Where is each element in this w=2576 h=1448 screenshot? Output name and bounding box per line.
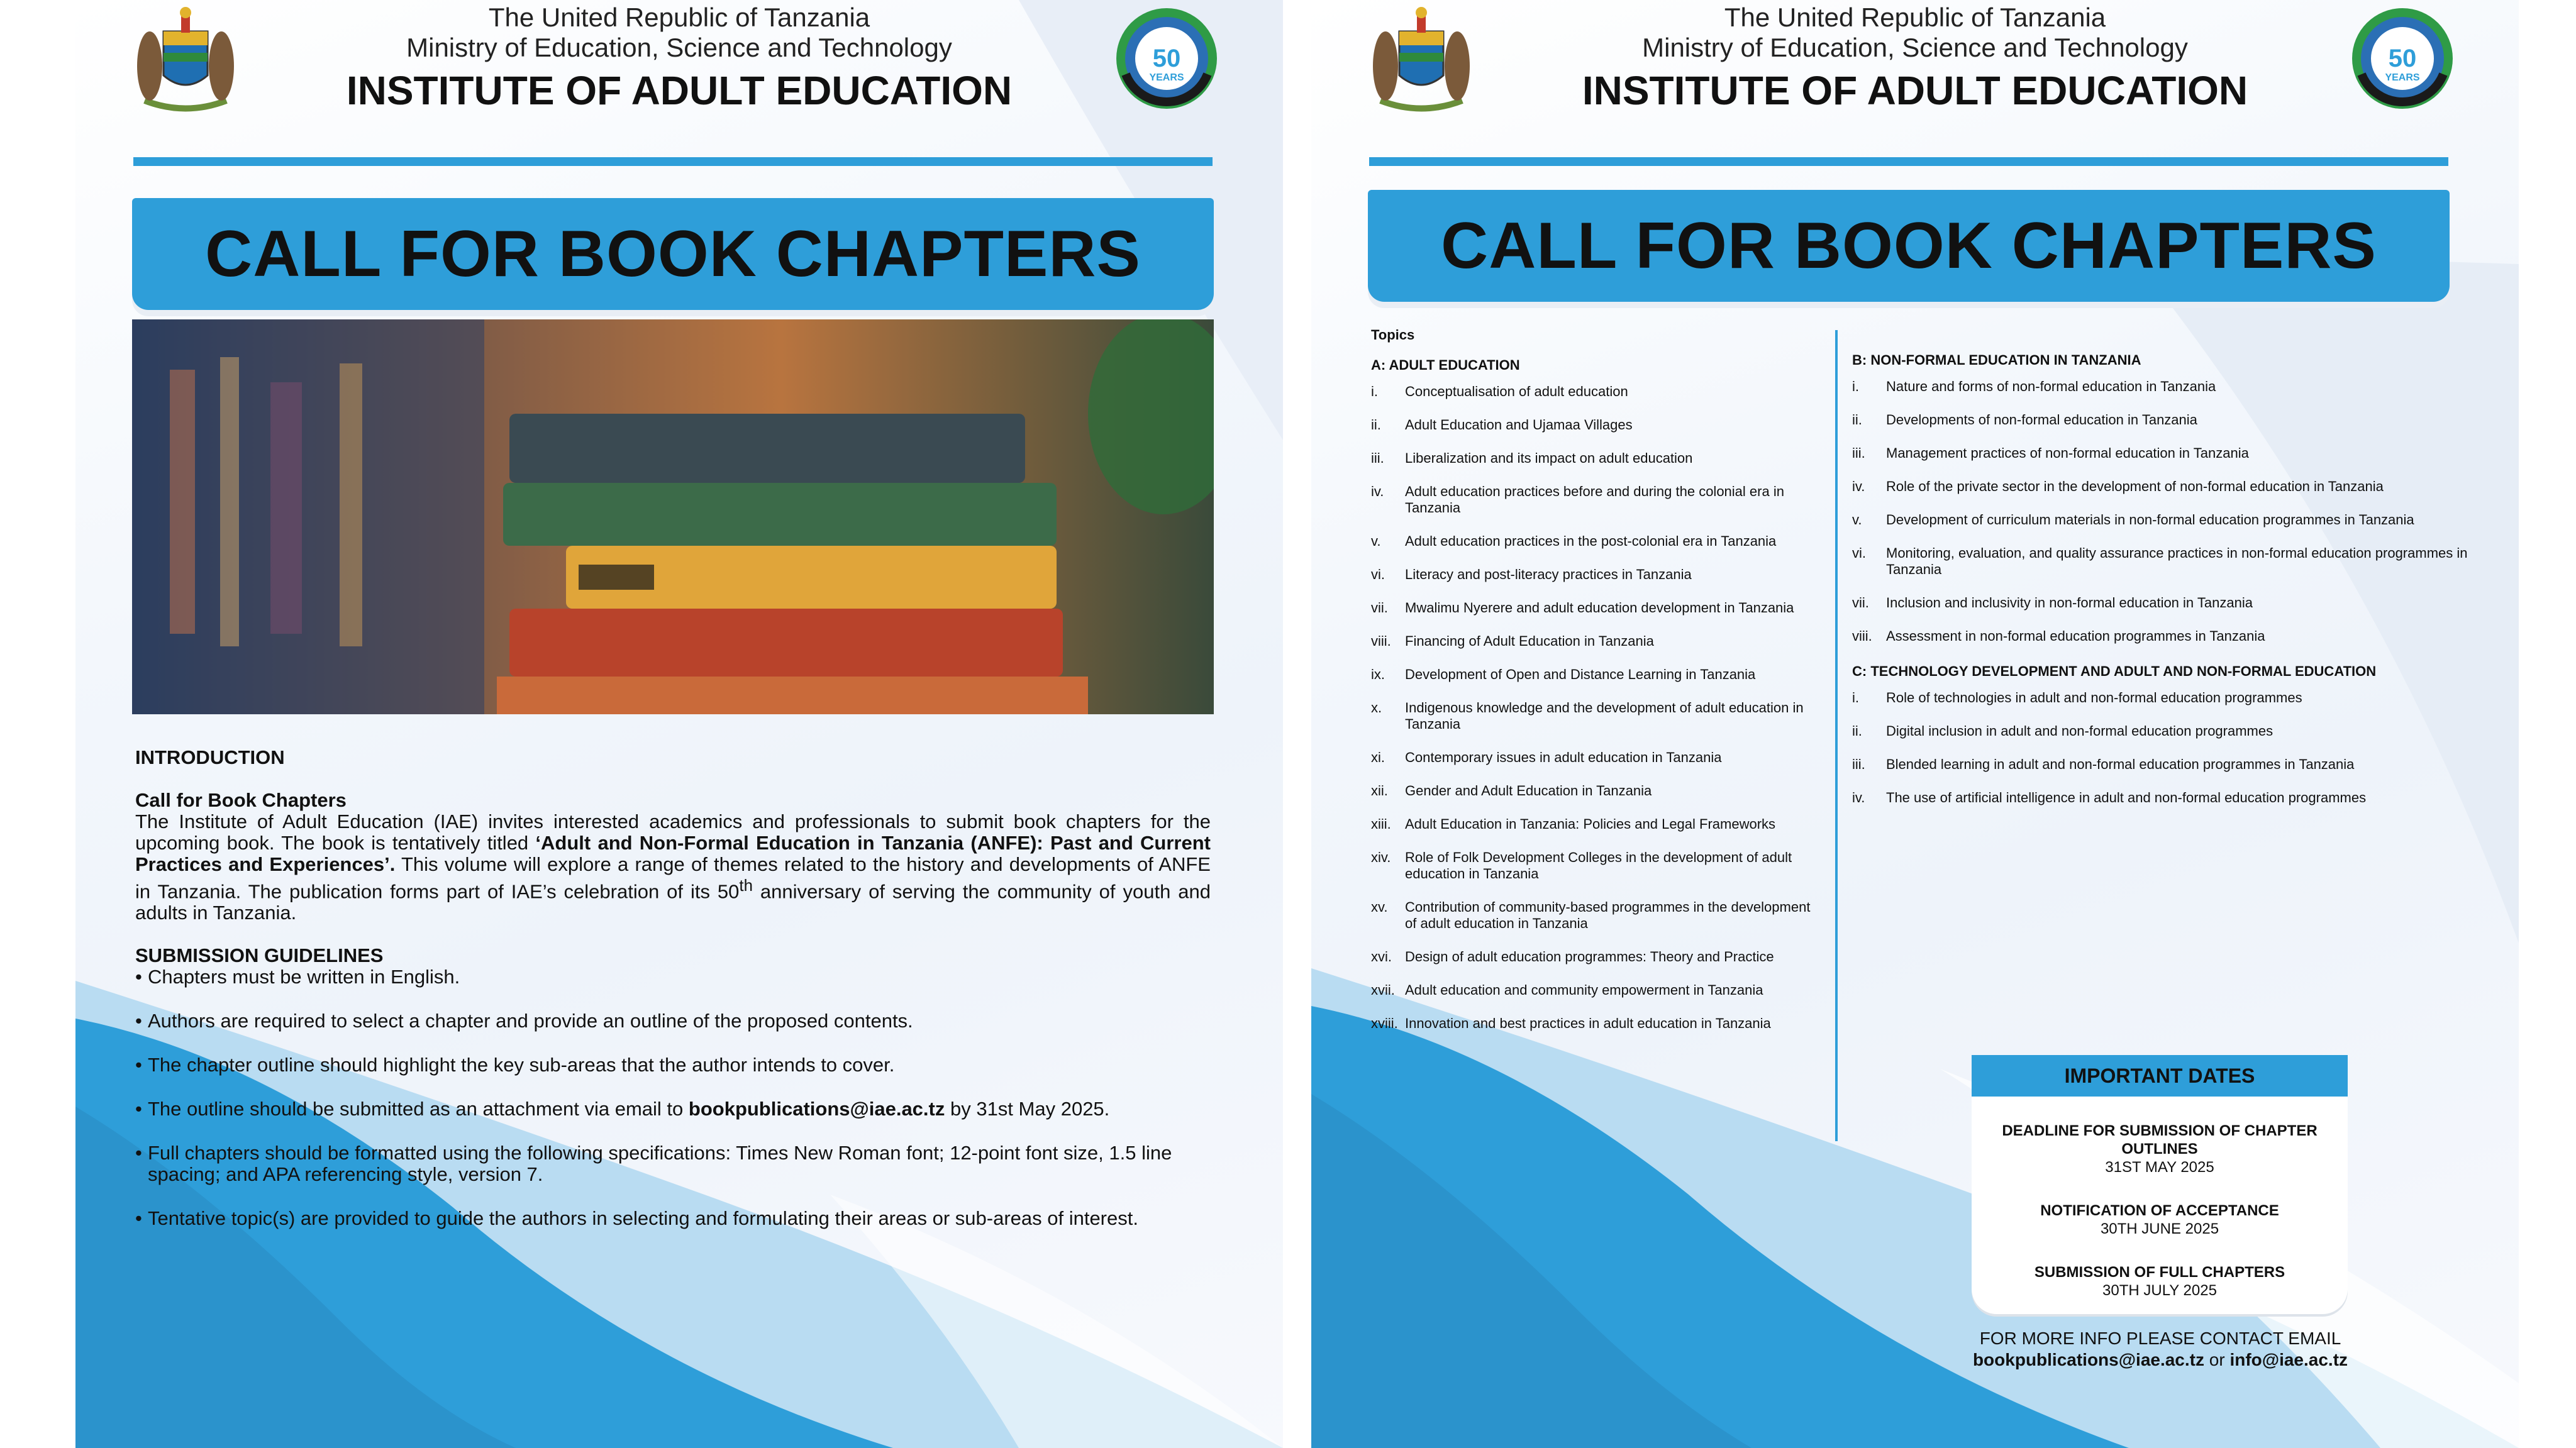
flyer-page-right [1311, 0, 2519, 1448]
topic-text: Gender and Adult Education in Tanzania [1405, 783, 1652, 799]
section-a-list [1371, 384, 1824, 1032]
guideline-item: • Tentative topic(s) are provided to guide the authors in selecting and formulating their areas or sub-areas of interest. [135, 1208, 1211, 1229]
topic-number: v. [1852, 512, 1862, 528]
section-c-title: C: TECHNOLOGY DEVELOPMENT AND ADULT AND NON-FORMAL EDUCATION [1852, 663, 2377, 679]
contact-label: FOR MORE INFO PLEASE CONTACT EMAIL [1979, 1329, 2341, 1348]
topic-number: xiii. [1371, 816, 1391, 832]
topic-number: ii. [1852, 723, 1862, 739]
topic-text: Adult Education and Ujamaa Villages [1405, 417, 1633, 433]
topic-number: iii. [1852, 445, 1865, 461]
guidelines-heading: SUBMISSION GUIDELINES [135, 944, 384, 967]
topic-number: iii. [1852, 756, 1865, 772]
topic-item [1371, 849, 1824, 882]
topic-number: xvii. [1371, 982, 1395, 998]
date-value: 31ST MAY 2025 [2105, 1159, 2214, 1176]
topic-item [1371, 783, 1824, 799]
topic-number: iv. [1852, 478, 1865, 494]
coat-of-arms-icon [1368, 6, 1475, 116]
coat-of-arms-icon [132, 6, 239, 116]
republic-name: The United Republic of Tanzania [1724, 3, 2106, 32]
topic-text: Adult education and community empowerment in Tanzania [1405, 982, 1763, 998]
important-dates-box [1972, 1055, 2348, 1314]
fifty-years-badge-icon [2349, 5, 2456, 112]
topic-item [1852, 723, 2481, 739]
topic-number: v. [1371, 533, 1381, 549]
topic-item [1852, 445, 2481, 461]
topic-text: Innovation and best practices in adult education in Tanzania [1405, 1015, 1771, 1031]
topic-text: Literacy and post-literacy practices in Tanzania [1405, 566, 1692, 582]
topic-number: xii. [1371, 783, 1388, 799]
call-for-chapters-banner: CALL FOR BOOK CHAPTERS [1368, 190, 2450, 302]
important-dates-heading: IMPORTANT DATES [1972, 1055, 2348, 1097]
book-title: ‘Adult and Non-Formal Education in Tanzania (ANFE): Past and Current Practices and Experiences’. [135, 832, 1211, 875]
topic-number: xvi. [1371, 949, 1392, 964]
introduction-paragraph [135, 811, 1211, 924]
guideline-item: • Authors are required to select a chapter and provide an outline of the proposed contents. [135, 1010, 1211, 1032]
topic-text: Blended learning in adult and non-formal education programmes in Tanzania [1886, 756, 2355, 772]
guideline-email-post: by 31st May 2025. [945, 1098, 1110, 1120]
topic-item [1371, 384, 1824, 400]
topic-item [1371, 417, 1824, 433]
topic-item [1371, 533, 1824, 550]
guideline-item: • Chapters must be written in English. [135, 966, 1211, 988]
introduction-section [135, 747, 1211, 1252]
page-header [75, 0, 1283, 138]
topic-text: Inclusion and inclusivity in non-formal education in Tanzania [1886, 595, 2253, 611]
topic-item [1371, 1015, 1824, 1032]
header-divider [1369, 157, 2448, 166]
intro-text-2: This volume will explore a range of themes related to the history and developments of ANFE in Tanzania. The publication forms part of IAE’s celebration of its 50 [135, 853, 1211, 903]
date-title: SUBMISSION OF FULL CHAPTERS [2034, 1264, 2285, 1281]
contact-info [1928, 1328, 2393, 1371]
date-title: NOTIFICATION OF ACCEPTANCE [2040, 1202, 2279, 1219]
section-a-title: A: ADULT EDUCATION [1371, 357, 1520, 373]
topic-text: Developments of non-formal education in Tanzania [1886, 412, 2197, 428]
topic-number: ix. [1371, 666, 1385, 682]
call-heading: Call for Book Chapters [135, 789, 347, 811]
topic-item [1852, 690, 2481, 706]
topic-text: Liberalization and its impact on adult education [1405, 450, 1693, 466]
topics-column-bc [1852, 352, 2481, 823]
intro-text-1: The Institute of Adult Education (IAE) invites interested academics and professionals to submit book chapters for the upcoming book. The book is tentatively titled [135, 810, 1211, 854]
topic-number: vi. [1371, 566, 1385, 582]
topic-number: i. [1852, 690, 1859, 705]
topic-number: vii. [1852, 595, 1869, 611]
contact-email-bookpublications[interactable]: bookpublications@iae.ac.tz [1972, 1350, 2204, 1369]
topic-item [1371, 666, 1824, 683]
column-divider [1835, 330, 1838, 1141]
topic-item [1371, 566, 1824, 583]
topic-item [1371, 982, 1824, 998]
topic-item [1852, 379, 2481, 395]
date-item [1972, 1263, 2348, 1300]
topic-item [1371, 700, 1824, 732]
topic-number: vi. [1852, 545, 1866, 561]
topic-text: Indigenous knowledge and the development of adult education in Tanzania [1405, 700, 1804, 732]
topic-text: Conceptualisation of adult education [1405, 384, 1628, 399]
books-stack-photo [132, 319, 1214, 714]
topic-number: xv. [1371, 899, 1388, 915]
topic-text: Role of the private sector in the development of non-formal education in Tanzania [1886, 478, 2384, 494]
page-header [1311, 0, 2519, 138]
guideline-item: • The chapter outline should highlight the key sub-areas that the author intends to cover. [135, 1054, 1211, 1076]
badge-number: 50 [1152, 45, 1181, 72]
topic-item [1852, 628, 2481, 644]
ministry-name: Ministry of Education, Science and Technology [406, 33, 952, 62]
topic-item [1371, 633, 1824, 649]
topic-text: Monitoring, evaluation, and quality assurance practices in non-formal education programmes in Tanzania [1886, 545, 2468, 577]
topic-number: iv. [1371, 484, 1384, 499]
institute-name: INSTITUTE OF ADULT EDUCATION [1582, 68, 2248, 113]
topic-text: Development of Open and Distance Learning in Tanzania [1405, 666, 1756, 682]
date-item [1972, 1122, 2348, 1176]
intro-superscript: th [739, 877, 753, 895]
topics-column-a [1371, 327, 1824, 1049]
topic-number: ii. [1371, 417, 1381, 433]
topic-text: Adult education practices in the post-colonial era in Tanzania [1405, 533, 1777, 549]
topic-text: Contemporary issues in adult education in Tanzania [1405, 749, 1722, 765]
topic-item [1852, 790, 2481, 806]
topic-item [1852, 545, 2481, 578]
topic-text: Development of curriculum materials in non-formal education programmes in Tanzania [1886, 512, 2414, 528]
badge-text: YEARS [1149, 72, 1184, 83]
guideline-email-link[interactable]: bookpublications@iae.ac.tz [688, 1098, 945, 1120]
topic-number: x. [1371, 700, 1382, 716]
contact-emails [1928, 1349, 2393, 1371]
topic-item [1852, 512, 2481, 528]
topic-text: Role of technologies in adult and non-formal education programmes [1886, 690, 2302, 705]
topic-number: vii. [1371, 600, 1388, 616]
topic-item [1371, 899, 1824, 932]
section-b-title: B: NON-FORMAL EDUCATION IN TANZANIA [1852, 352, 2141, 368]
topic-number: i. [1371, 384, 1378, 399]
topic-number: iv. [1852, 790, 1865, 805]
ministry-name: Ministry of Education, Science and Technology [1642, 33, 2188, 62]
topic-text: Role of Folk Development Colleges in the development of adult education in Tanzania [1405, 849, 1792, 882]
topics-label: Topics [1371, 327, 1415, 343]
topic-text: Contribution of community-based programmes in the development of adult education in Tanzania [1405, 899, 1811, 931]
date-title: DEADLINE FOR SUBMISSION OF CHAPTER OUTLINES [2002, 1122, 2318, 1158]
guideline-item-email [135, 1098, 1211, 1120]
topic-item [1852, 756, 2481, 773]
topic-text: Assessment in non-formal education programmes in Tanzania [1886, 628, 2265, 644]
topic-text: Financing of Adult Education in Tanzania [1405, 633, 1654, 649]
topic-text: Mwalimu Nyerere and adult education development in Tanzania [1405, 600, 1794, 616]
badge-number: 50 [2388, 45, 2417, 72]
date-value: 30TH JULY 2025 [2102, 1282, 2217, 1299]
badge-text: YEARS [2385, 72, 2420, 83]
topic-item [1371, 949, 1824, 965]
topic-item [1371, 749, 1824, 766]
topic-item [1371, 600, 1824, 616]
section-c-list [1852, 690, 2481, 806]
topic-number: xi. [1371, 749, 1385, 765]
topic-number: ii. [1852, 412, 1862, 428]
topic-number: viii. [1852, 628, 1872, 644]
topic-text: Management practices of non-formal education in Tanzania [1886, 445, 2249, 461]
date-item [1972, 1202, 2348, 1238]
topic-item [1852, 412, 2481, 428]
guideline-email-pre: The outline should be submitted as an attachment via email to [148, 1098, 689, 1120]
topic-text: Adult education practices before and during the colonial era in Tanzania [1405, 484, 1784, 516]
topic-item [1852, 595, 2481, 611]
topic-number: viii. [1371, 633, 1391, 649]
topic-item [1371, 450, 1824, 467]
topic-item [1371, 484, 1824, 516]
topic-number: xiv. [1371, 849, 1391, 865]
topic-text: Digital inclusion in adult and non-formal education programmes [1886, 723, 2273, 739]
flyer-page-left [75, 0, 1283, 1448]
introduction-heading: INTRODUCTION [135, 746, 285, 768]
section-b-list [1852, 379, 2481, 644]
topic-item [1852, 478, 2481, 495]
call-for-chapters-banner: CALL FOR BOOK CHAPTERS [132, 198, 1214, 310]
topic-number: xviii. [1371, 1015, 1398, 1031]
topic-text: The use of artificial intelligence in adult and non-formal education programmes [1886, 790, 2367, 805]
topic-text: Design of adult education programmes: Theory and Practice [1405, 949, 1774, 964]
guidelines-list [135, 966, 1211, 1229]
header-divider [133, 157, 1213, 166]
topic-text: Adult Education in Tanzania: Policies and Legal Frameworks [1405, 816, 1776, 832]
topic-text: Nature and forms of non-formal education in Tanzania [1886, 379, 2216, 394]
fifty-years-badge-icon [1113, 5, 1220, 112]
contact-or: or [2209, 1350, 2225, 1369]
topic-number: i. [1852, 379, 1859, 394]
topic-number: iii. [1371, 450, 1384, 466]
republic-name: The United Republic of Tanzania [488, 3, 870, 32]
intro-text-3: anniversary of serving the community of youth and adults in Tanzania. [135, 880, 1211, 924]
date-value: 30TH JUNE 2025 [2100, 1220, 2219, 1237]
institute-name: INSTITUTE OF ADULT EDUCATION [346, 68, 1013, 113]
contact-email-info[interactable]: info@iae.ac.tz [2229, 1350, 2348, 1369]
topic-item [1371, 816, 1824, 832]
guideline-item: • Full chapters should be formatted using the following specifications: Times New Roman font; 12-point font size, 1.5 line spacing; and APA referencing style, version 7. [135, 1142, 1211, 1185]
